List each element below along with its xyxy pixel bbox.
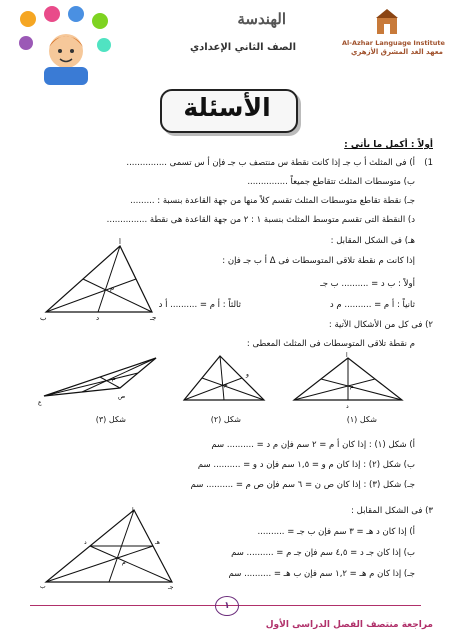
svg-text:هـ: هـ bbox=[155, 539, 160, 546]
figure-shape1 bbox=[288, 352, 408, 410]
shape1-label: شكل (١) bbox=[346, 415, 377, 424]
svg-text:ع: ع bbox=[38, 399, 42, 406]
svg-text:د: د bbox=[96, 314, 100, 322]
figure-shape2 bbox=[180, 352, 270, 410]
section1-title: أولاً : أكمل ما يأتي : bbox=[344, 140, 433, 150]
svg-text:أ: أ bbox=[119, 238, 121, 246]
svg-text:ب: ب bbox=[40, 314, 47, 322]
section2-title: ٢) فى كل من الأشكال الآتية : bbox=[328, 320, 433, 330]
svg-text:م: م bbox=[122, 559, 126, 566]
svg-text:ص: ص bbox=[118, 393, 126, 400]
svg-text:جـ: جـ bbox=[168, 584, 174, 590]
institute-name-ar: معهد الغد المشرق الأزهري bbox=[350, 48, 443, 56]
svg-text:م: م bbox=[110, 284, 115, 292]
footer-title: مراجعة منتصف الفصل الدراسى الأول bbox=[265, 620, 433, 630]
svg-text:م: م bbox=[112, 375, 116, 382]
q2b-text: ب) شكل (٢) : إذا كان م و = ١,٥ سم فإن د و = .......... سم bbox=[197, 460, 415, 470]
svg-text:ب: ب bbox=[40, 583, 46, 590]
questions-banner: الأسئلة bbox=[183, 93, 271, 122]
section3-title: ٣) فى الشكل المقابل : bbox=[351, 506, 433, 516]
svg-text:أ: أ bbox=[346, 352, 348, 359]
q3c-text: جـ) إذا كان م هـ = ١,٢ سم فإن ب هـ = .......... سم bbox=[228, 569, 415, 579]
section2-given: م نقطة تلاقى المتوسطات فى المثلث المعطى : bbox=[246, 339, 415, 349]
svg-text:م: م bbox=[350, 383, 354, 390]
q1d-text: د) النقطة التى تقسم متوسط المثلث بنسبة ١ : ٢ من جهة القاعدة هى نقطة ............... bbox=[106, 215, 415, 225]
q1e-given: إذا كانت م نقطة تلاقى المتوسطات فى Δ أ ب جـ فإن : bbox=[222, 256, 415, 266]
q1e-text: هـ) فى الشكل المقابل : bbox=[330, 236, 415, 246]
q1c-text: جـ) نقطة تقاطع متوسطات المثلث تقسم كلاً منها من جهة القاعدة بنسبة : ......... bbox=[130, 196, 415, 206]
q3a-text: أ) إذا كان د هـ = ٣ سم فإن ب جـ = .......... bbox=[257, 527, 415, 537]
shape3-label: شكل (٣) bbox=[95, 415, 126, 424]
svg-text:د: د bbox=[84, 539, 87, 546]
shape2-label: شكل (٢) bbox=[210, 415, 241, 424]
q3b-text: ب) إذا كان جـ د = ٤,٥ سم فإن جـ م = .......... سم bbox=[231, 548, 415, 558]
q2a-text: أ) شكل (١) : إذا كان أ م = ٢ سم فإن م د = .......... سم bbox=[211, 440, 415, 450]
q1e-third: ثالثاً : أ م = .......... أ د bbox=[158, 300, 241, 310]
subject-title: الهندسة bbox=[237, 10, 286, 28]
q2c-text: جـ) شكل (٣) : إذا كان ص ن = ٦ سم فإن ص م = .......... سم bbox=[190, 480, 415, 490]
svg-text:م: م bbox=[224, 381, 228, 388]
page-number: ١ bbox=[215, 596, 239, 616]
figure-shape3 bbox=[38, 352, 166, 410]
grade-title: الصف الثاني الإعدادي bbox=[189, 42, 296, 53]
svg-text:د: د bbox=[346, 403, 349, 410]
q1a-text: أ) فى المثلث أ ب جـ إذا كانت نقطة س منتصف ب جـ فإن أ س تسمى ............... bbox=[126, 158, 415, 168]
figure-q1e bbox=[40, 238, 160, 322]
figure-q3 bbox=[40, 506, 180, 590]
svg-text:جـ: جـ bbox=[150, 314, 157, 322]
kid-logo bbox=[8, 5, 123, 85]
q1e-first: أولاً : ب د = .......... ب جـ bbox=[320, 279, 415, 289]
svg-text:أ: أ bbox=[132, 508, 134, 515]
q1e-second: ثانياً : أ م = .......... م د bbox=[329, 300, 415, 310]
institute-logo bbox=[374, 8, 400, 36]
svg-text:و: و bbox=[246, 371, 249, 378]
q1b-text: ب) متوسطات المثلث تتقاطع جميعاً ............... bbox=[247, 177, 415, 187]
q1-number: 1) bbox=[424, 158, 433, 168]
institute-name-en: Al-Azhar Language Institute bbox=[342, 39, 445, 47]
